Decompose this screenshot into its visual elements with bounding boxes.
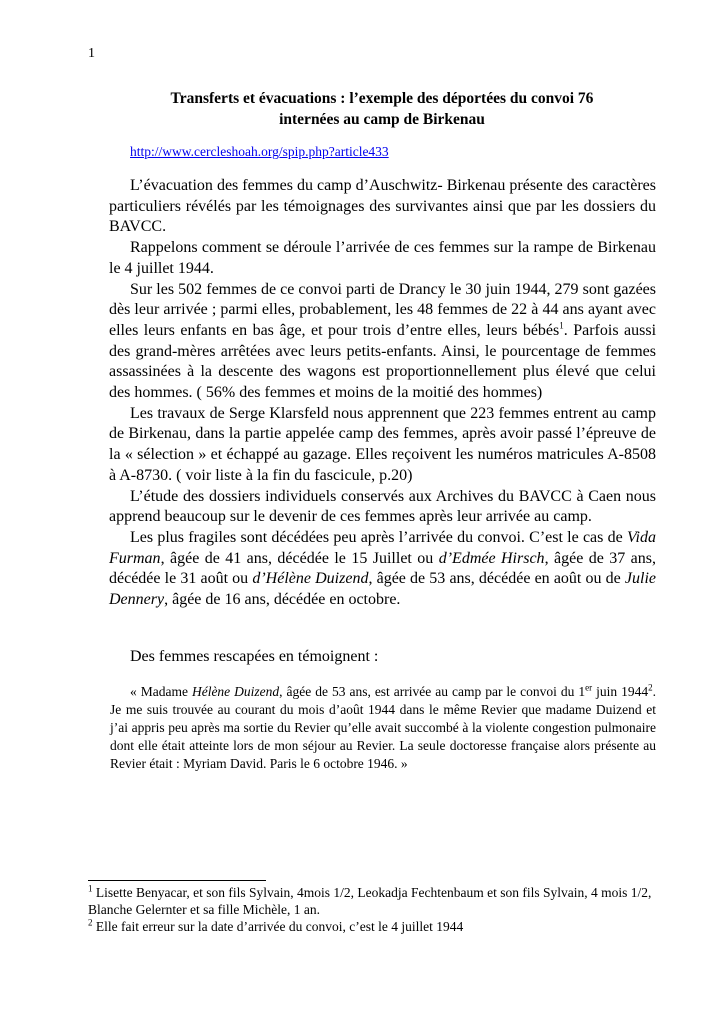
body-text	[109, 176, 656, 611]
page-number: 1	[88, 46, 95, 61]
paragraph-1: L’évacuation des femmes du camp d’Auschwitz- Birkenau présente des caractères particuliers révélés par les témoignages des survivantes ainsi que par les dossiers du BAVCC.	[109, 177, 656, 236]
testimony-quote: « Madame Hélène Duizend, âgée de 53 ans, est arrivée au camp par le convoi du 1er juin 1944$^2$. Je me suis trouvée au courant du mois d’août 1944 dans le même Revier que madame Duizend et j’ai appris peu après ma sortie du Revier qu’elle avait succombé à la violente congestion pulmonaire dont elle était atteinte lors de mon séjour au Revier. La seule doctoresse française alors présente au Revier était : Myriam David. Paris le 6 octobre 1946. »	[110, 682, 656, 771]
name-helene-duizend: d’Hélène Duizend	[252, 570, 369, 588]
footnote-ref-2[interactable]: 2	[648, 682, 653, 693]
footnotes	[88, 884, 656, 935]
name-edmee-hirsch: d’Edmée Hirsch	[438, 549, 545, 567]
footnote-1: $^1$ Lisette Benyacar, et son fils Sylvain, 4mois 1/2, Leokadja Fechtenbaum et son fils Sylvain, 4 mois 1/2, Blanche Gelernter et sa fille Michèle, 1 an.	[88, 883, 652, 917]
name-vida-furman: Vida Furman	[109, 528, 656, 567]
paragraph-2: Rappelons comment se déroule l’arrivée de ces femmes sur la rampe de Birkenau le 4 juillet 1944.	[109, 239, 656, 277]
source-link[interactable]: http://www.cercleshoah.org/spip.php?article433	[130, 144, 389, 159]
title-line-2: internées au camp de Birkenau	[279, 111, 485, 128]
document-title	[108, 88, 656, 130]
name-julie-dennery: Julie Dennery	[109, 570, 656, 609]
footnote-separator	[88, 880, 266, 881]
paragraph-4: Les travaux de Serge Klarsfeld nous apprennent que 223 femmes entrent au camp de Birkenau, dans la partie appelée camp des femmes, après avoir passé l’épreuve de la « sélection » et échappé au gazage. Elles reçoivent les numéros matricules A-8508 à A-8730. ( voir liste à la fin du fascicule, p.20)	[109, 404, 656, 484]
title-line-1: Transferts et évacuations : l’exemple des déportées du convoi 76	[170, 90, 594, 107]
paragraph-6: Les plus fragiles sont décédées peu après l’arrivée du convoi. C’est le cas de Vida Furman, âgée de 41 ans, décédée le 15 Juillet ou d’Edmée Hirsch, âgée de 37 ans, décédée le 31 août ou d’Hélène Duizend, âgée de 53 ans, décédée en août ou de Julie Dennery, âgée de 16 ans, décédée en octobre.	[109, 528, 656, 609]
paragraph-5: L’étude des dossiers individuels conservés aux Archives du BAVCC à Caen nous apprend beaucoup sur le devenir de ces femmes après leur arrivée au camp.	[109, 487, 656, 526]
footnote-2: $^2$ Elle fait erreur sur la date d’arrivée du convoi, c’est le 4 juillet 1944	[88, 917, 464, 934]
paragraph-3: Sur les 502 femmes de ce convoi parti de Drancy le 30 juin 1944, 279 sont gazées dès leur arrivée ; parmi elles, probablement, les 48 femmes de 22 à 44 ans ayant avec elles leurs enfants en bas âge, et pour trois d’entre elles, leurs bébés$^1$. Parfois aussi des grand-mères arrêtées avec leurs petits-enfants. Ainsi, le pourcentage de femmes assassinées à la descente des wagons est proportionnellement plus élevé que celui des hommes. ( 56% des femmes et moins de la moitié des hommes)	[109, 280, 657, 402]
testimony-lead: Des femmes rescapées en témoignent :	[130, 648, 379, 665]
footnote-ref-1[interactable]: 1	[559, 320, 564, 331]
